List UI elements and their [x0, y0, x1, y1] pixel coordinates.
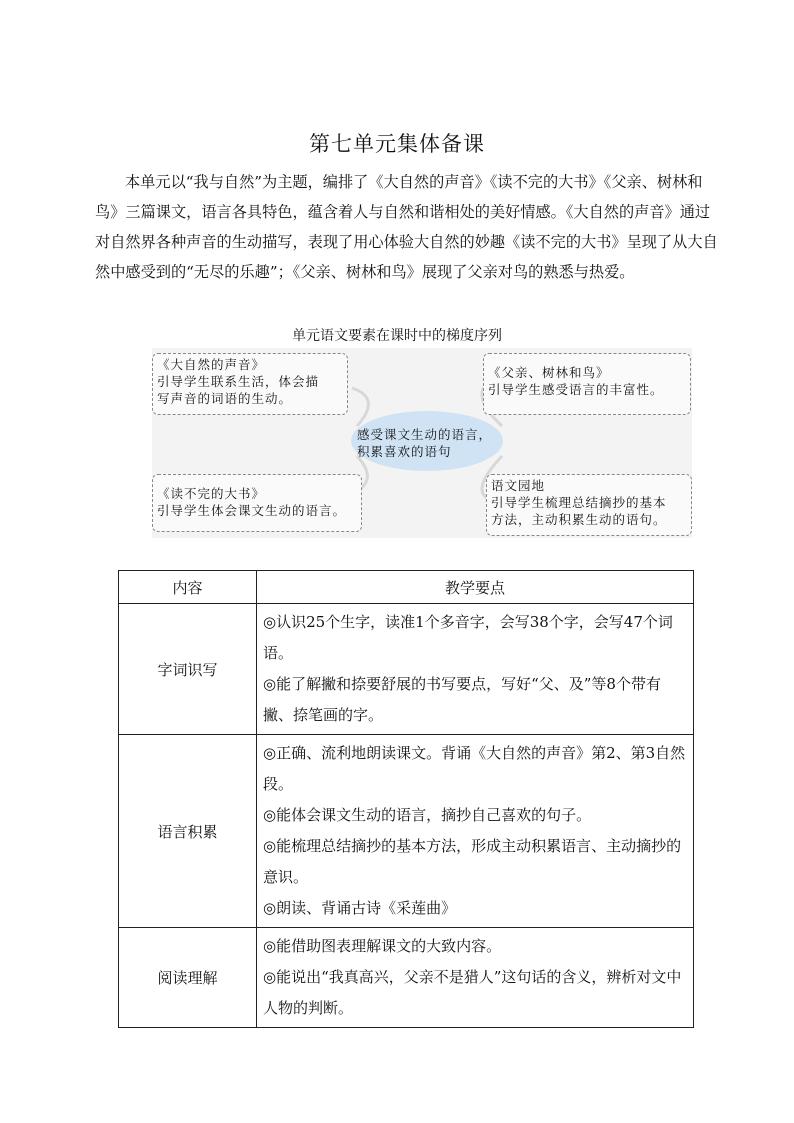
- diagram-center-node: 感受课文生动的语言， 积累喜欢的语句: [357, 427, 493, 459]
- point-text: ◎能借助图表理解课文的大致内容。: [263, 937, 502, 955]
- diagram-node-bottom-right: 语文园地 引导学生梳理总结摘抄的基本 方法，主动积累生动的语句。: [486, 474, 692, 536]
- row-category: 语言积累: [119, 735, 257, 928]
- point-text: ◎能体会课文生动的语言，摘抄自己喜欢的句子。: [263, 806, 592, 824]
- row-points: [257, 604, 694, 735]
- header-teaching-points: 教学要点: [257, 571, 694, 604]
- point-text: ◎能梳理总结摘抄的基本方法，形成主动积累语言、主动摘抄的意识。: [263, 837, 682, 886]
- intro-paragraph: 本单元以“我与自然”为主题，编排了《大自然的声音》《读不完的大书》《父亲、树林和鸟》三篇课文，语言各具特色，蕴含着人与自然和谐相处的美好情感。《大自然的声音》通过对自然界各种声音的生动描写，表现了用心体验大自然的妙趣《读不完的大书》呈现了从大自然中感受到的“无尽的乐趣”；《父亲、树林和鸟》展现了父亲对鸟的熟悉与热爱。: [95, 173, 718, 281]
- point-text: ◎正确、流利地朗读课文。背诵《大自然的声音》第2、第3自然段。: [263, 744, 686, 793]
- table-row: [119, 928, 694, 1028]
- page-title: 第七单元集体备课: [309, 132, 485, 156]
- point-text: ◎能了解撇和捺要舒展的书写要点，写好“父、及”等8个带有撇、捺笔画的字。: [263, 675, 661, 724]
- point-text: ◎认识25个生字，读准1个多音字，会写38个字，会写47个词语。: [263, 613, 673, 662]
- teaching-points-table: [118, 570, 694, 1028]
- header-content: 内容: [119, 571, 257, 604]
- diagram-node-top-left: 《大自然的声音》 引导学生联系生活，体会描 写声音的词语的生动。: [152, 353, 348, 415]
- row-points: [257, 928, 694, 1028]
- diagram-caption: 单元语文要素在课时中的梯度序列: [292, 328, 502, 344]
- diagram-node-bottom-left: 《读不完的大书》 引导学生体会课文生动的语言。: [152, 474, 362, 532]
- point-text: ◎朗读、背诵古诗《采莲曲》: [263, 899, 457, 917]
- mind-map-diagram: [152, 348, 692, 538]
- row-points: [257, 735, 694, 928]
- diagram-node-top-right: 《父亲、树林和鸟》 引导学生感受语言的丰富性。: [483, 353, 691, 415]
- table-row: [119, 735, 694, 928]
- table-row: [119, 604, 694, 735]
- point-text: ◎能说出“我真高兴，父亲不是猎人”这句话的含义，辨析对文中人物的判断。: [263, 968, 682, 1017]
- row-category: 阅读理解: [119, 928, 257, 1028]
- row-category: 字词识写: [119, 604, 257, 735]
- table-header-row: [119, 571, 694, 604]
